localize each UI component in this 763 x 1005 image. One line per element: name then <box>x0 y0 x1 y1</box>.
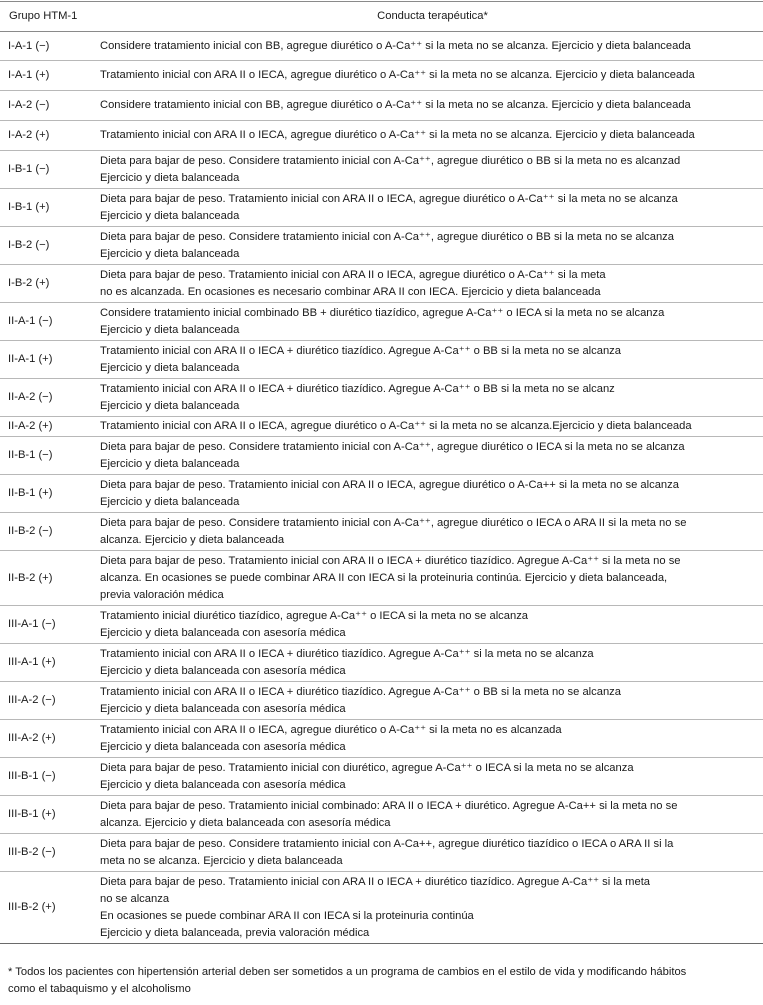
table-row <box>0 644 763 682</box>
conduct-cell <box>99 379 763 417</box>
group-cell: II-A-1 (−) <box>0 303 99 341</box>
group-cell: III-B-2 (+) <box>0 872 99 944</box>
group-cell: III-B-1 (−) <box>0 758 99 796</box>
conduct-line: Ejercicio y dieta balanceada con asesoría médica <box>100 740 346 753</box>
group-cell: II-B-2 (−) <box>0 513 99 551</box>
table-row <box>0 61 763 91</box>
table-row <box>0 872 763 944</box>
conduct-cell <box>99 265 763 303</box>
conduct-cell <box>99 682 763 720</box>
conduct-cell <box>99 796 763 834</box>
group-cell: I-B-1 (+) <box>0 189 99 227</box>
group-cell: II-B-2 (+) <box>0 551 99 606</box>
conduct-cell <box>99 32 763 61</box>
conduct-line: Dieta para bajar de peso. Tratamiento inicial con ARA II o IECA, agregue diurético o A-Ca⁺⁺ si la meta no se alcanza <box>100 192 678 205</box>
conduct-line: Dieta para bajar de peso. Tratamiento inicial con ARA II o IECA, agregue diurético o A-Ca++ si la meta no se alcanza <box>100 478 679 491</box>
table-row <box>0 91 763 121</box>
group-cell: I-B-2 (+) <box>0 265 99 303</box>
conduct-cell <box>99 189 763 227</box>
conduct-line: Ejercicio y dieta balanceada <box>100 247 240 260</box>
group-cell: III-A-1 (+) <box>0 644 99 682</box>
group-cell: I-A-2 (−) <box>0 91 99 121</box>
conduct-cell <box>99 151 763 189</box>
conduct-line: alcanza. Ejercicio y dieta balanceada con asesoría médica <box>100 816 391 829</box>
table-row <box>0 437 763 475</box>
conduct-cell <box>99 758 763 796</box>
table-row <box>0 379 763 417</box>
table-row <box>0 341 763 379</box>
group-cell: III-A-2 (+) <box>0 720 99 758</box>
group-cell: II-B-1 (+) <box>0 475 99 513</box>
table-row <box>0 834 763 872</box>
conduct-line: Dieta para bajar de peso. Tratamiento inicial combinado: ARA II o IECA + diurético. Agregue A-Ca++ si la meta no se <box>100 799 678 812</box>
table-row <box>0 513 763 551</box>
conduct-line: Tratamiento inicial con ARA II o IECA, agregue diurético o A-Ca⁺⁺ si la meta no es alcanzada <box>100 723 562 736</box>
table-row <box>0 32 763 61</box>
group-cell: II-A-2 (−) <box>0 379 99 417</box>
conduct-line: previa valoración médica <box>100 588 224 601</box>
conduct-line: no es alcanzada. En ocasiones es necesario combinar ARA II con IECA. Ejercicio y dieta balanceada <box>100 285 601 298</box>
table-row <box>0 720 763 758</box>
conduct-line: Tratamiento inicial diurético tiazídico, agregue A-Ca⁺⁺ o IECA si la meta no se alcanza <box>100 609 529 622</box>
conduct-line: Dieta para bajar de peso. Considere tratamiento inicial con A-Ca⁺⁺, agregue diurético o IECA o ARA II si la meta no se <box>100 516 687 529</box>
group-cell: III-A-2 (−) <box>0 682 99 720</box>
conduct-cell <box>99 720 763 758</box>
conduct-line: Ejercicio y dieta balanceada con asesoría médica <box>100 664 346 677</box>
conduct-line: Dieta para bajar de peso. Tratamiento inicial con ARA II o IECA, agregue diurético o A-Ca⁺⁺ si la meta <box>100 268 606 281</box>
conduct-line: Tratamiento inicial con ARA II o IECA + diurético tiazídico. Agregue A-Ca⁺⁺ o BB si la meta no se alcanza <box>100 685 622 698</box>
conduct-line: Ejercicio y dieta balanceada con asesoría médica <box>100 702 346 715</box>
conduct-line: Tratamiento inicial con ARA II o IECA + diurético tiazídico. Agregue A-Ca⁺⁺ si la meta no se alcanza <box>100 647 594 660</box>
conduct-cell <box>99 606 763 644</box>
conduct-cell <box>99 227 763 265</box>
conduct-line: Ejercicio y dieta balanceada, previa valoración médica <box>100 926 370 939</box>
conduct-cell <box>99 513 763 551</box>
conduct-line: Dieta para bajar de peso. Considere tratamiento inicial con A-Ca++, agregue diurético tiazídico o IECA o ARA II si la <box>100 837 674 850</box>
table-row <box>0 303 763 341</box>
conduct-line: no se alcanza <box>100 892 170 905</box>
conduct-line: Dieta para bajar de peso. Tratamiento inicial con ARA II o IECA + diurético tiazídico. Agregue A-Ca⁺⁺ si la meta <box>100 875 651 888</box>
conduct-cell <box>99 303 763 341</box>
table-row <box>0 682 763 720</box>
conduct-line: Ejercicio y dieta balanceada <box>100 171 240 184</box>
conduct-line: alcanza. En ocasiones se puede combinar ARA II con IECA si la proteinuria continúa. Ejercicio y dieta balanceada, <box>100 571 668 584</box>
table-row <box>0 265 763 303</box>
conduct-cell <box>99 61 763 91</box>
conduct-line: Ejercicio y dieta balanceada <box>100 361 240 374</box>
conduct-line: alcanza. Ejercicio y dieta balanceada <box>100 533 285 546</box>
group-cell: II-B-1 (−) <box>0 437 99 475</box>
conduct-line: Tratamiento inicial con ARA II o IECA + diurético tiazídico. Agregue A-Ca⁺⁺ o BB si la meta no se alcanz <box>100 382 615 395</box>
table-row <box>0 151 763 189</box>
conduct-line: Ejercicio y dieta balanceada <box>100 495 240 508</box>
group-cell: I-A-1 (−) <box>0 32 99 61</box>
group-cell: I-B-2 (−) <box>0 227 99 265</box>
group-cell: I-B-1 (−) <box>0 151 99 189</box>
conduct-line: En ocasiones se puede combinar ARA II con IECA si la proteinuria continúa <box>100 909 474 922</box>
conduct-cell <box>99 341 763 379</box>
group-cell: I-A-2 (+) <box>0 121 99 151</box>
conduct-line: meta no se alcanza. Ejercicio y dieta balanceada <box>100 854 343 867</box>
conduct-cell <box>99 475 763 513</box>
footnote <box>8 964 758 998</box>
conduct-line: Tratamiento inicial con ARA II o IECA + diurético tiazídico. Agregue A-Ca⁺⁺ o BB si la meta no se alcanza <box>100 344 622 357</box>
conduct-line: Tratamiento inicial con ARA II o IECA, agregue diurético o A-Ca⁺⁺ si la meta no se alcanza. Ejercicio y dieta balanceada <box>100 129 695 141</box>
conduct-line: Ejercicio y dieta balanceada con asesoría médica <box>100 778 346 791</box>
conduct-cell <box>99 644 763 682</box>
conduct-line: Tratamiento inicial con ARA II o IECA, agregue diurético o A-Ca⁺⁺ si la meta no se alcanza. Ejercicio y dieta balanceada <box>100 69 695 81</box>
table-body <box>0 32 763 944</box>
conduct-line: Considere tratamiento inicial con BB, agregue diurético o A-Ca⁺⁺ si la meta no se alcanza. Ejercicio y dieta balanceada <box>100 39 691 52</box>
table-row <box>0 417 763 437</box>
conduct-line: Dieta para bajar de peso. Tratamiento inicial con diurético, agregue A-Ca⁺⁺ o IECA si la meta no se alcanza <box>100 761 634 774</box>
table-row <box>0 551 763 606</box>
conduct-line: Dieta para bajar de peso. Tratamiento inicial con ARA II o IECA + diurético tiazídico. Agregue A-Ca⁺⁺ si la meta no se <box>100 554 681 567</box>
header-group: Grupo HTM-1 <box>0 2 99 32</box>
conduct-line: Ejercicio y dieta balanceada <box>100 457 240 470</box>
conduct-cell <box>99 551 763 606</box>
conduct-line: Dieta para bajar de peso. Considere tratamiento inicial con A-Ca⁺⁺, agregue diurético o BB si la meta no se alcanza <box>100 230 674 243</box>
conduct-line: Dieta para bajar de peso. Considere tratamiento inicial con A-Ca⁺⁺, agregue diurético o IECA si la meta no se alcanza <box>100 440 685 453</box>
table-row <box>0 758 763 796</box>
table-row <box>0 189 763 227</box>
conduct-line: Ejercicio y dieta balanceada <box>100 323 240 336</box>
conduct-line: Ejercicio y dieta balanceada <box>100 399 240 412</box>
footnote-line: como el tabaquismo y el alcoholismo <box>8 983 191 995</box>
table-row <box>0 606 763 644</box>
group-cell: II-A-1 (+) <box>0 341 99 379</box>
conduct-line: Tratamiento inicial con ARA II o IECA, agregue diurético o A-Ca⁺⁺ si la meta no se alcanza.Ejercicio y dieta balanceada <box>100 420 692 432</box>
conduct-cell <box>99 872 763 944</box>
conduct-line: Considere tratamiento inicial combinado BB + diurético tiazídico, agregue A-Ca⁺⁺ o IECA si la meta no se alcanza <box>100 306 665 319</box>
conduct-line: Dieta para bajar de peso. Considere tratamiento inicial con A-Ca⁺⁺, agregue diurético o BB si la meta no es alcanzad <box>100 154 681 167</box>
table-row <box>0 227 763 265</box>
treatment-table <box>0 1 763 944</box>
group-cell: III-A-1 (−) <box>0 606 99 644</box>
table-row <box>0 475 763 513</box>
group-cell: III-B-2 (−) <box>0 834 99 872</box>
conduct-line: Ejercicio y dieta balanceada <box>100 209 240 222</box>
header-conduct: Conducta terapéutica* <box>99 2 763 32</box>
group-cell: III-B-1 (+) <box>0 796 99 834</box>
group-cell: I-A-1 (+) <box>0 61 99 91</box>
conduct-line: Considere tratamiento inicial con BB, agregue diurético o A-Ca⁺⁺ si la meta no se alcanza. Ejercicio y dieta balanceada <box>100 99 691 111</box>
conduct-cell <box>99 121 763 151</box>
conduct-line: Ejercicio y dieta balanceada con asesoría médica <box>100 626 346 639</box>
table-row <box>0 796 763 834</box>
table-header-row <box>0 2 763 32</box>
conduct-cell <box>99 91 763 121</box>
conduct-cell <box>99 437 763 475</box>
conduct-cell <box>99 834 763 872</box>
conduct-cell <box>99 417 763 437</box>
table-row <box>0 121 763 151</box>
group-cell: II-A-2 (+) <box>0 417 99 437</box>
footnote-line: * Todos los pacientes con hipertensión arterial deben ser sometidos a un programa de cambios en el estilo de vida y modificando hábitos <box>8 966 687 978</box>
